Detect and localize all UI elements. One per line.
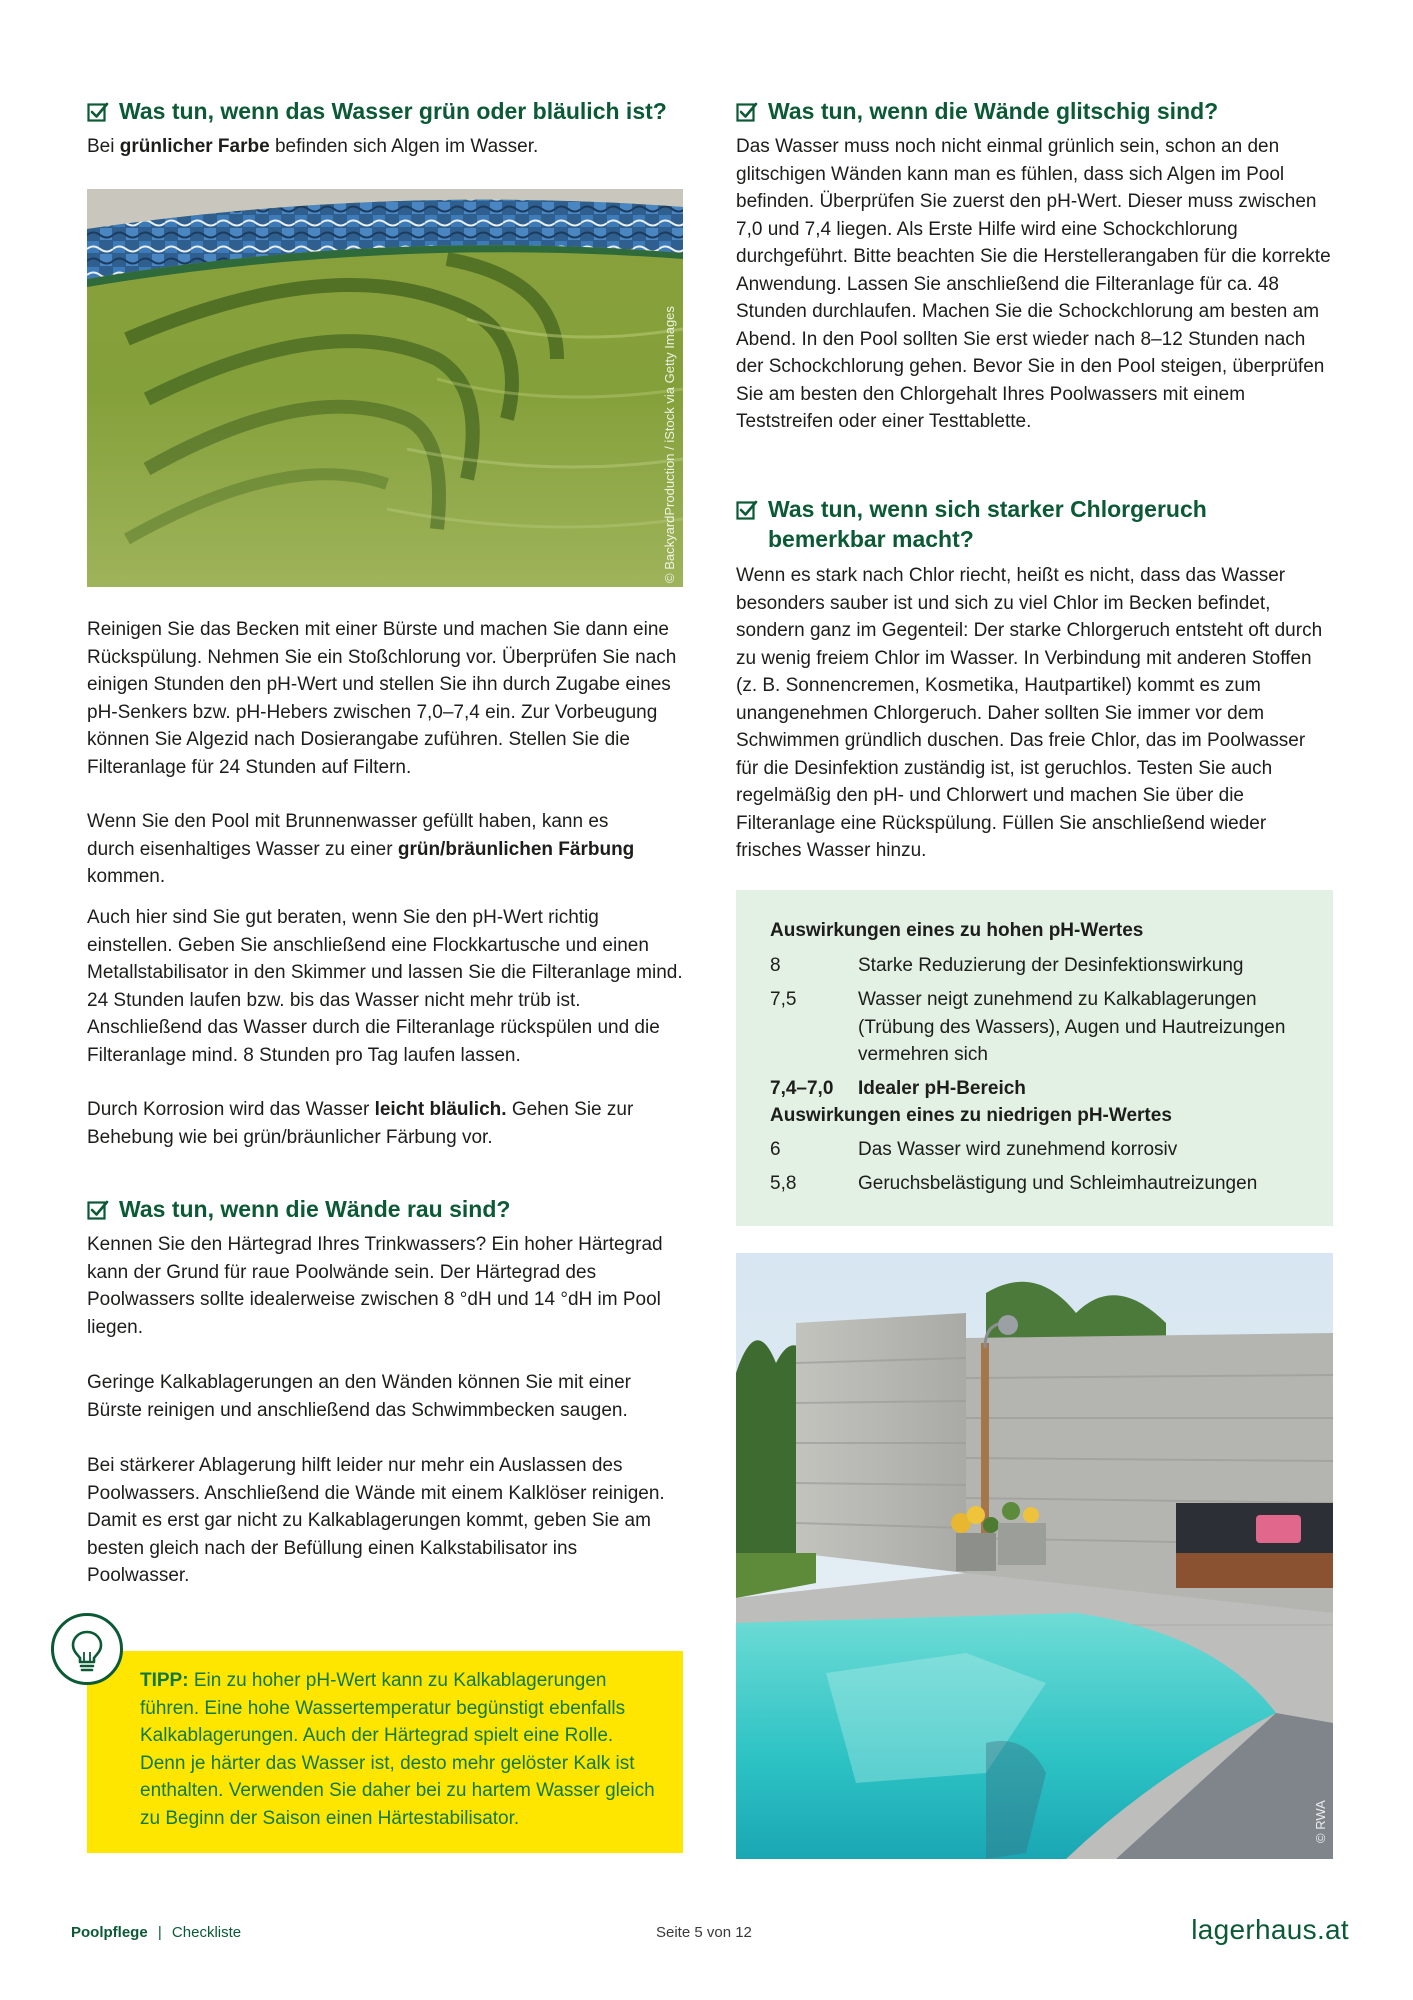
ph-row-ideal: 7,4–7,0 Idealer pH-Bereich — [770, 1078, 1026, 1099]
heading-green-water — [87, 96, 707, 126]
paragraph-hardness: Kennen Sie den Härtegrad Ihres Trinkwassers? Ein hoher Härtegrad kann der Grund für raue Poolwände sein. Der Härtegrad des Poolwassers sollte idealerweise zwischen 8 °dH und 14 °dH im Pool liegen. — [87, 1234, 663, 1338]
paragraph-brush: Geringe Kalkablagerungen an den Wänden können Sie mit einer Bürste reinigen und anschließend das Schwimmbecken saugen. — [87, 1372, 631, 1421]
paragraph-cleaning: Reinigen Sie das Becken mit einer Bürste und machen Sie dann eine Rückspülung. Nehmen Sie ein Stoßchlorung vor. Überprüfen Sie nach einigen Stunden den pH-Wert und stellen Sie ihn durch Zugabe eines pH-Senkers bzw. pH-Hebers zwischen 7,0–7,4 ein. Zur Vorbeugung können Sie Algezid nach Dosierangabe zuführen. Stellen Sie die Filteranlage für 24 Stunden auf Filtern. — [87, 619, 677, 778]
lagerhaus-logo[interactable]: lagerhaus.at — [1191, 1914, 1349, 1945]
intro-paragraph: Bei grünlicher Farbe befinden sich Algen im Wasser. — [87, 136, 539, 157]
heading-text: Was tun, wenn die Wände glitschig sind? — [768, 98, 1219, 124]
pool-terrace-photo — [736, 1253, 1333, 1859]
footer-breadcrumb — [71, 1924, 241, 1941]
photo-credit: © BackyardProduction / iStock via Getty Images — [662, 306, 677, 583]
heading-text: Was tun, wenn die Wände rau sind? — [119, 1196, 511, 1222]
page-number: Seite 5 von 12 — [656, 1924, 752, 1941]
tipp-text: TIPP: Ein zu hoher pH-Wert kann zu Kalkablagerungen führen. Eine hohe Wassertemperatur begünstigt ebenfalls Kalkablagerungen. Auch der Härtegrad spielt eine Rolle. Denn je härter das Wasser ist, desto mehr gelöster Kalk ist enthalten. Verwenden Sie daher bei zu hartem Wasser gleich zu Beginn der Saison einen Härtestabilisator. — [140, 1670, 655, 1829]
paragraph-drain: Bei stärkerer Ablagerung hilft leider nur mehr ein Auslassen des Poolwassers. Anschließend die Wände mit einem Kalklöser reinigen. Damit es erst gar nicht zu Kalkablagerungen kommt, geben Sie am besten gleich nach der Befüllung einen Kalkstabilisator ins Poolwasser. — [87, 1455, 665, 1586]
ph-row: 8 Starke Reduzierung der Desinfektionswirkung — [770, 955, 1244, 976]
checkbox-icon — [87, 1199, 109, 1221]
heading-rough-walls — [87, 1194, 707, 1224]
paragraph-ph-flocking: Auch hier sind Sie gut beraten, wenn Sie den pH-Wert richtig einstellen. Geben Sie anschließend eine Flockkartusche und einen Metallstabilisator in den Skimmer und lassen Sie die Filteranlage mind. 24 Stunden laufen bzw. bis das Wasser nicht mehr trüb ist. Anschließend das Wasser durch die Filteranlage rückspülen und die Filteranlage mind. 8 Stunden pro Tag laufen lassen. — [87, 907, 683, 1066]
ph-row: 5,8 Geruchsbelästigung und Schleimhautreizungen — [770, 1173, 1258, 1194]
heading-text: Was tun, wenn das Wasser grün oder bläulich ist? — [119, 98, 667, 124]
heading-text: Was tun, wenn sich starker Chlorgeruch bemerkbar macht? — [768, 496, 1207, 552]
footer-section: Poolpflege — [71, 1924, 148, 1941]
tipp-box — [87, 1651, 683, 1853]
paragraph-brunnenwasser: Wenn Sie den Pool mit Brunnenwasser gefüllt haben, kann es durch eisenhaltiges Wasser zu einer grün/bräunlichen Färbung kommen. — [87, 811, 635, 887]
footer-subtitle: Checkliste — [171, 1924, 242, 1941]
green-pool-photo — [87, 189, 683, 587]
checkbox-icon — [87, 101, 109, 123]
heading-chlorine-smell — [736, 494, 1336, 554]
ph-info-box — [736, 890, 1333, 1226]
paragraph-chlorine-smell: Wenn es stark nach Chlor riecht, heißt es nicht, dass das Wasser besonders sauber ist und sich zu viel Chlor im Becken befindet, sondern ganz im Gegenteil: Der starke Chlorgeruch entsteht oft durch zu wenig freiem Chlor im Wasser. In Verbindung mit anderen Stoffen (z. B. Sonnencremen, Kosmetika, Hautpartikel) kommt es zum unangenehmen Chlorgeruch. Daher sollten Sie immer vor dem Schwimmen gründlich duschen. Das freie Chlor, das im Poolwasser für die Desinfektion zuständig ist, ist geruchlos. Testen Sie auch regelmäßig den pH- und Chlorwert und machen Sie über die Filteranlage eine Rückspülung. Füllen Sie anschließend wieder frisches Wasser hinzu. — [736, 565, 1323, 861]
ph-row: 7,5 Wasser neigt zunehmend zu Kalkablagerungen (Trübung des Wassers), Augen und Hautreizungen vermehren sich — [770, 989, 1286, 1065]
footer-separator: | — [157, 1924, 162, 1941]
paragraph-shock-chlorination: Das Wasser muss noch nicht einmal grünlich sein, schon an den glitschigen Wänden kann man es fühlen, dass sich Algen im Pool befinden. Überprüfen Sie zuerst den pH-Wert. Dieser muss zwischen 7,0 und 7,4 liegen. Als Erste Hilfe wird eine Schockchlorung durchgeführt. Bitte beachten Sie die Herstellerangaben für die korrekte Anwendung. Lassen Sie anschließend die Filteranlage für ca. 48 Stunden durchlaufen. Machen Sie die Schockchlorung am besten am Abend. In den Pool sollten Sie erst wieder nach 8–12 Stunden nach der Schockchlorung gehen. Bevor Sie in den Pool steigen, überprüfen Sie am besten den Chlorgehalt Ihres Poolwassers mit einem Teststreifen oder einer Testtablette. — [736, 136, 1331, 432]
photo-credit: © RWA — [1313, 1800, 1328, 1843]
paragraph-corrosion: Durch Korrosion wird das Wasser leicht bläulich. Gehen Sie zur Behebung wie bei grün/bräunlicher Färbung vor. — [87, 1099, 634, 1148]
checkbox-icon — [736, 101, 758, 123]
lightbulb-icon — [51, 1613, 123, 1685]
heading-slippery-walls — [736, 96, 1336, 126]
ph-low-title: Auswirkungen eines zu niedrigen pH-Wertes — [770, 1105, 1172, 1126]
ph-row: 6 Das Wasser wird zunehmend korrosiv — [770, 1139, 1178, 1160]
checkbox-icon — [736, 499, 758, 521]
ph-high-title: Auswirkungen eines zu hohen pH-Wertes — [770, 920, 1144, 941]
